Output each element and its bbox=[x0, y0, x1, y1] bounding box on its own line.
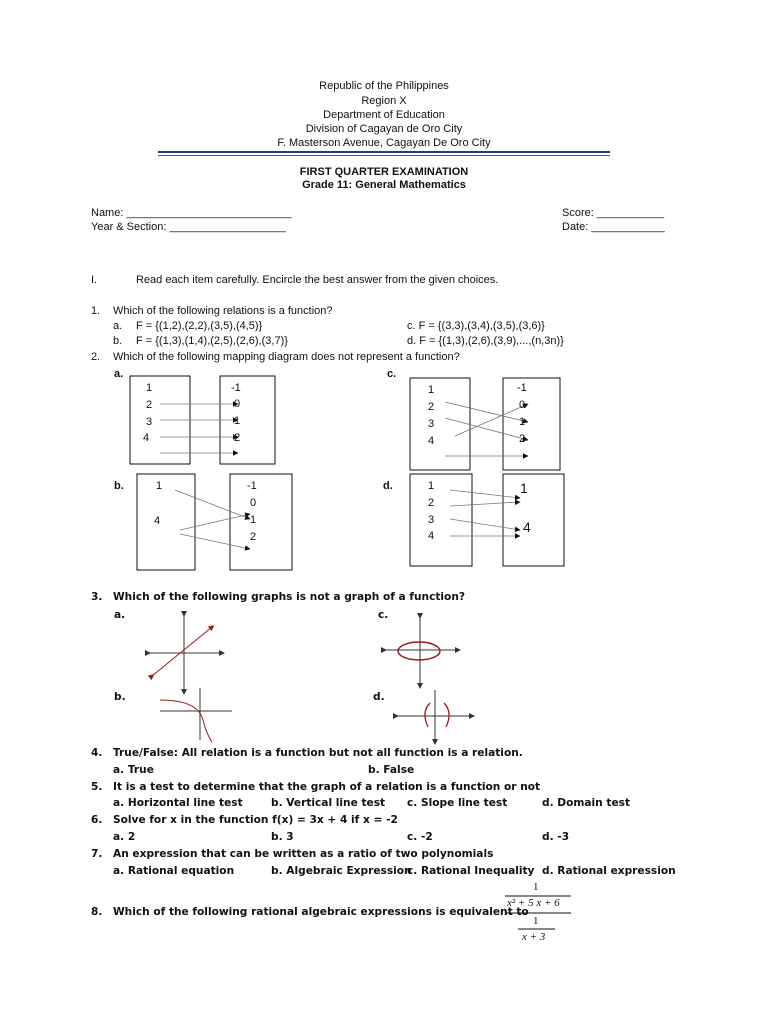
exam-subtitle: Grade 11: General Mathematics bbox=[302, 179, 466, 191]
diagram-c-range-4: 2 bbox=[519, 433, 526, 445]
date-field: Date: ____________ bbox=[562, 221, 665, 233]
q3-text: Which of the following graphs is not a graph of a function? bbox=[113, 591, 466, 603]
diagram-a-range-2: 0 bbox=[234, 398, 241, 410]
diagram-c-domain-2: 2 bbox=[428, 401, 435, 413]
q7-choice-b: b. Algebraic Expression bbox=[271, 865, 412, 877]
q7-number: 7. bbox=[91, 848, 103, 860]
diagram-d-arrow bbox=[450, 490, 520, 498]
graph-b bbox=[160, 688, 232, 742]
q8-numerator-top: 1 bbox=[533, 881, 539, 893]
q3-label-a: a. bbox=[114, 609, 126, 621]
q4-choice-a: a. True bbox=[113, 764, 154, 776]
q2-number: 2. bbox=[91, 351, 101, 363]
diagram-b-range-1: -1 bbox=[247, 480, 257, 492]
q1-choice-c: c. F = {(3,3),(3,4),(3,5),(3,6)} bbox=[407, 320, 545, 332]
q5-choice-a: a. Horizontal line test bbox=[113, 797, 243, 809]
diagram-d-range-4: 4 bbox=[523, 519, 531, 535]
q2-label-c: c. bbox=[387, 368, 397, 380]
diagram-a-domain-4: 4 bbox=[143, 432, 150, 444]
q7-choice-a: a. Rational equation bbox=[113, 865, 235, 877]
q5-choice-d: d. Domain test bbox=[542, 797, 631, 809]
q8-denominator-bottom: x + 3 bbox=[522, 931, 546, 943]
q2-label-a: a. bbox=[114, 368, 124, 380]
q1-b-letter: b. bbox=[113, 335, 123, 347]
diagram-c-arrow bbox=[445, 418, 528, 440]
header-division: Division of Cagayan de Oro City bbox=[305, 123, 463, 135]
diagram-b-range-box bbox=[230, 474, 292, 570]
graph-c-ellipse bbox=[398, 642, 440, 660]
q3-number: 3. bbox=[91, 591, 103, 603]
diagram-d-arrow bbox=[450, 519, 520, 530]
year-section-field: Year & Section: ___________________ bbox=[91, 221, 286, 233]
diagram-a-range-1: -1 bbox=[231, 382, 241, 394]
q6-text: Solve for x in the function f(x) = 3x + 4 if x = -2 bbox=[113, 814, 398, 826]
q1-choice-d: d. F = {(1,3),(2,6),(3,9),...,(n,3n)} bbox=[407, 335, 564, 347]
q6-choice-b: b. 3 bbox=[271, 831, 294, 843]
exam-title: FIRST QUARTER EXAMINATION bbox=[299, 166, 469, 178]
diagram-a-domain-3: 3 bbox=[146, 416, 153, 428]
diagram-c-range-2: 0 bbox=[519, 399, 526, 411]
q6-choice-a: a. 2 bbox=[113, 831, 136, 843]
diagram-d-range-box bbox=[503, 474, 564, 566]
q2-label-b: b. bbox=[114, 480, 124, 492]
q7-choice-d: d. Rational expression bbox=[542, 865, 676, 877]
q8-numerator-bottom: 1 bbox=[533, 915, 539, 927]
graph-c bbox=[384, 616, 458, 686]
q5-text: It is a test to determine that the graph of a relation is a function or not bbox=[113, 781, 541, 793]
header-region: Region X bbox=[361, 95, 407, 107]
q8-text: Which of the following rational algebraic expressions is equivalent to bbox=[113, 906, 529, 918]
q6-number: 6. bbox=[91, 814, 103, 826]
diagram-b-domain-1: 1 bbox=[156, 480, 163, 492]
q4-text: True/False: All relation is a function but not all function is a relation. bbox=[113, 747, 523, 759]
diagram-a-range-3: 1 bbox=[234, 415, 241, 427]
diagram-b-arrow bbox=[175, 490, 250, 519]
score-field: Score: ___________ bbox=[562, 207, 665, 219]
graph-d-right-curve bbox=[444, 703, 449, 727]
diagram-c-range-3: 1 bbox=[519, 416, 526, 428]
q6-choice-c: c. -2 bbox=[407, 831, 433, 843]
q5-choice-c: c. Slope line test bbox=[407, 797, 508, 809]
graph-d-left-curve bbox=[425, 703, 430, 727]
header-republic: Republic of the Philippines bbox=[319, 80, 449, 92]
q5-choice-b: b. Vertical line test bbox=[271, 797, 386, 809]
diagram-c-arrow bbox=[455, 404, 528, 436]
q6-choice-d: d. -3 bbox=[542, 831, 570, 843]
graph-a bbox=[148, 614, 222, 692]
diagram-b-domain-4: 4 bbox=[154, 515, 161, 527]
diagram-a-domain-1: 1 bbox=[146, 382, 153, 394]
q7-choice-c: c. Rational Inequality bbox=[407, 865, 535, 877]
diagram-b-range-3: 1 bbox=[250, 514, 257, 526]
q2-label-d: d. bbox=[383, 480, 393, 492]
instructions-text: Read each item carefully. Encircle the best answer from the given choices. bbox=[136, 274, 499, 286]
q1-number: 1. bbox=[91, 305, 101, 317]
q1-choice-a: F = {(1,2),(2,2),(3,5),(4,5)} bbox=[136, 320, 263, 332]
graph-b-curve bbox=[160, 700, 212, 742]
diagram-d-domain-4: 4 bbox=[428, 530, 435, 542]
q8-number: 8. bbox=[91, 906, 103, 918]
diagram-a-domain-2: 2 bbox=[146, 399, 153, 411]
q3-label-b: b. bbox=[114, 691, 126, 703]
diagram-b-range-2: 0 bbox=[250, 497, 257, 509]
diagram-c-domain-3: 3 bbox=[428, 418, 435, 430]
diagram-a-range-4: 2 bbox=[234, 432, 241, 444]
diagram-d-domain-3: 3 bbox=[428, 514, 435, 526]
graph-d bbox=[396, 690, 472, 742]
diagram-d-domain-box bbox=[410, 474, 472, 566]
diagram-c-range-1: -1 bbox=[517, 382, 527, 394]
diagram-d-domain-1: 1 bbox=[428, 480, 435, 492]
q3-label-c: c. bbox=[378, 609, 389, 621]
diagram-c-domain-4: 4 bbox=[428, 435, 435, 447]
q1-choice-b: F = {(1,3),(1,4),(2,5),(2,6),(3,7)} bbox=[136, 335, 288, 347]
diagram-b-domain-box bbox=[137, 474, 195, 570]
diagram-d-domain-2: 2 bbox=[428, 497, 435, 509]
q4-number: 4. bbox=[91, 747, 103, 759]
q4-choice-b: b. False bbox=[368, 764, 415, 776]
graph-a-line bbox=[152, 627, 212, 676]
q5-number: 5. bbox=[91, 781, 103, 793]
diagram-c-arrow bbox=[445, 402, 528, 422]
q1-text: Which of the following relations is a function? bbox=[113, 305, 333, 317]
q1-a-letter: a. bbox=[113, 320, 123, 332]
instructions-numeral: I. bbox=[91, 274, 98, 286]
header-address: F. Masterson Avenue, Cagayan De Oro City bbox=[277, 137, 491, 149]
header-department: Department of Education bbox=[323, 109, 445, 121]
name-field: Name: ___________________________ bbox=[91, 207, 292, 219]
diagram-b-arrow bbox=[180, 514, 250, 530]
q2-text: Which of the following mapping diagram does not represent a function? bbox=[113, 351, 460, 363]
q8-denominator-top: x² + 5 x + 6 bbox=[507, 897, 560, 909]
diagram-b-range-4: 2 bbox=[250, 531, 257, 543]
q3-label-d: d. bbox=[373, 691, 385, 703]
q7-text: An expression that can be written as a ratio of two polynomials bbox=[113, 848, 494, 860]
diagram-d-range-1: 1 bbox=[520, 480, 528, 496]
diagram-b-arrow bbox=[180, 534, 250, 549]
diagram-c-domain-1: 1 bbox=[428, 384, 435, 396]
diagram-d-arrow bbox=[450, 502, 520, 506]
